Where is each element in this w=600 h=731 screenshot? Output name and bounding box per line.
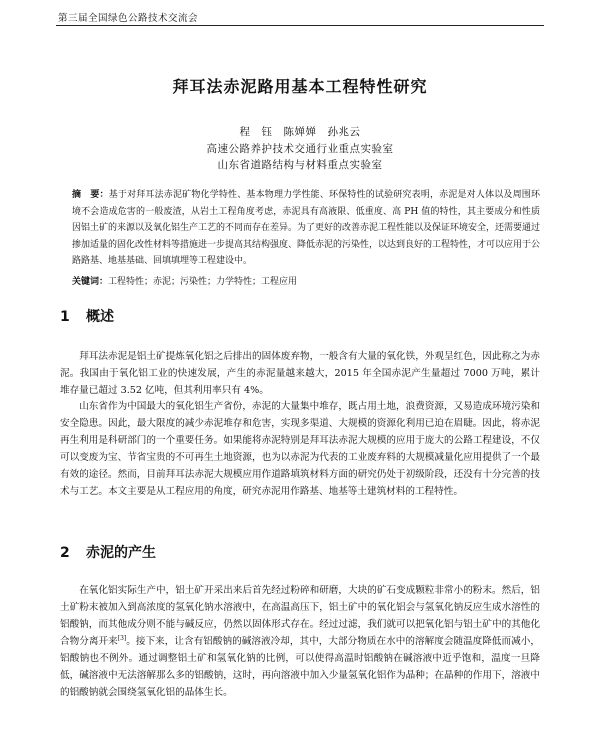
section-number: 2 xyxy=(60,545,70,561)
section-heading-1 xyxy=(60,306,114,326)
paragraph: 山东省作为中国最大的氧化铝生产省份，赤泥的大量集中堆存，既占用土地，浪费资源，又易造成环境污染和安全隐患。因此，最大限度的减少赤泥堆存和危害，实现多渠道、大规模的资源化利用已迫在眉睫。因此，将赤泥再生利用是科研部门的一个重要任务。如果能将赤泥特别是拜耳法赤泥大规模的应用于庞大的公路工程建设，不仅可以变废为宝、节省宝贵的不可再生土地资源，也为以赤泥为代表的工业废弃料的大规模减量化应用提供了一个最有效的途径。然而，目前拜耳法赤泥大规模应用作道路填筑材料方面的研究仍处于初级阶段，还没有十分完善的技术与工艺。本文主要是从工程应用的角度，研究赤泥用作路基、地基等土建筑材料的工程特性。 xyxy=(60,401,540,497)
citation-ref: [3] xyxy=(117,634,127,642)
paragraph-text: 在氧化铝实际生产中，铝土矿开采出来后首先经过粉碎和研磨，大块的矿石变成颗粒非常小的粉末。然后，铝土矿粉末被加入到高浓度的氢氧化钠水溶液中，在高温高压下，铝土矿中的氧化铝会与氢氧化钠反应生成水溶性的铝酸钠，而其他成分则不能与碱反应，仍然以固体形式存在。经过过滤，我们就可以把氧化铝与铝土矿中的其他化合物分离开来 xyxy=(60,585,540,647)
header-rule xyxy=(56,25,544,26)
section-title: 赤泥的产生 xyxy=(86,545,156,561)
keywords xyxy=(72,275,540,289)
section-heading-2 xyxy=(60,542,156,562)
paragraph: 拜耳法赤泥是铝土矿提炼氧化铝之后排出的固体废弃物，一般含有大量的氧化铁，外观呈红色，因此称之为赤泥。我国由于氧化铝工业的快速发展，产生的赤泥量越来越大，2015 年全国赤泥产生量超过 7000 万吨，累计堆存量已超过 3.52 亿吨，但其利用率只有 4%。 xyxy=(60,351,540,396)
affiliation-1: 高速公路养护技术交通行业重点实验室 xyxy=(206,143,394,155)
abstract-text: 基于对拜耳法赤泥矿物化学特性、基本物理力学性能、环保特性的试验研究表明，赤泥是对人体以及周围环境不会造成危害的一般废渣，从岩土工程角度考虑，赤泥具有高液限、低重度、高 PH 值的特性，其主要成分和性质因铝土矿的来源以及氧化铝生产工艺的不同而存在差异。为了更好的改善赤泥工程性能以及保证环境安全，还需要通过掺加适量的固化改性材料等措施进一步提高其结构强度、降低赤泥的污染性，以达到良好的工程特性，才可以应用于公路路基、地基基础、回填填埋等工程建设中。 xyxy=(72,190,541,266)
running-head: 第三届全国绿色公路技术交流会 xyxy=(58,13,199,24)
paragraph xyxy=(60,582,540,701)
paragraph-text: 。接下来，让含有铝酸钠的碱溶液冷却，其中，大部分物质在水中的溶解度会随温度降低而减小，铝酸钠也不例外。通过调整铝土矿和氢氧化钠的比例，可以使得高温时铝酸钠在碱溶液中近乎饱和，温度一旦降低，碱溶液中无法溶解那么多的铝酸钠，这时，再向溶液中加入少量氢氧化铝作为晶种；在晶种的作用下，溶液中的铝酸钠就会围绕氢氧化铝的晶体生长。 xyxy=(60,636,541,698)
paper-title: 拜耳法赤泥路用基本工程特性研究 xyxy=(172,77,428,96)
abstract-label: 摘 要： xyxy=(72,190,109,200)
affiliation-2: 山东省道路结构与材料重点实验室 xyxy=(217,159,383,171)
section-title: 概述 xyxy=(86,309,114,325)
abstract xyxy=(72,187,540,270)
authors: 程 钰 陈婵婵 孙兆云 xyxy=(239,126,361,138)
section-number: 1 xyxy=(60,309,70,325)
keywords-label: 关键词： xyxy=(72,277,109,287)
keywords-text: 工程特性；赤泥；污染性；力学特性；工程应用 xyxy=(108,277,298,287)
